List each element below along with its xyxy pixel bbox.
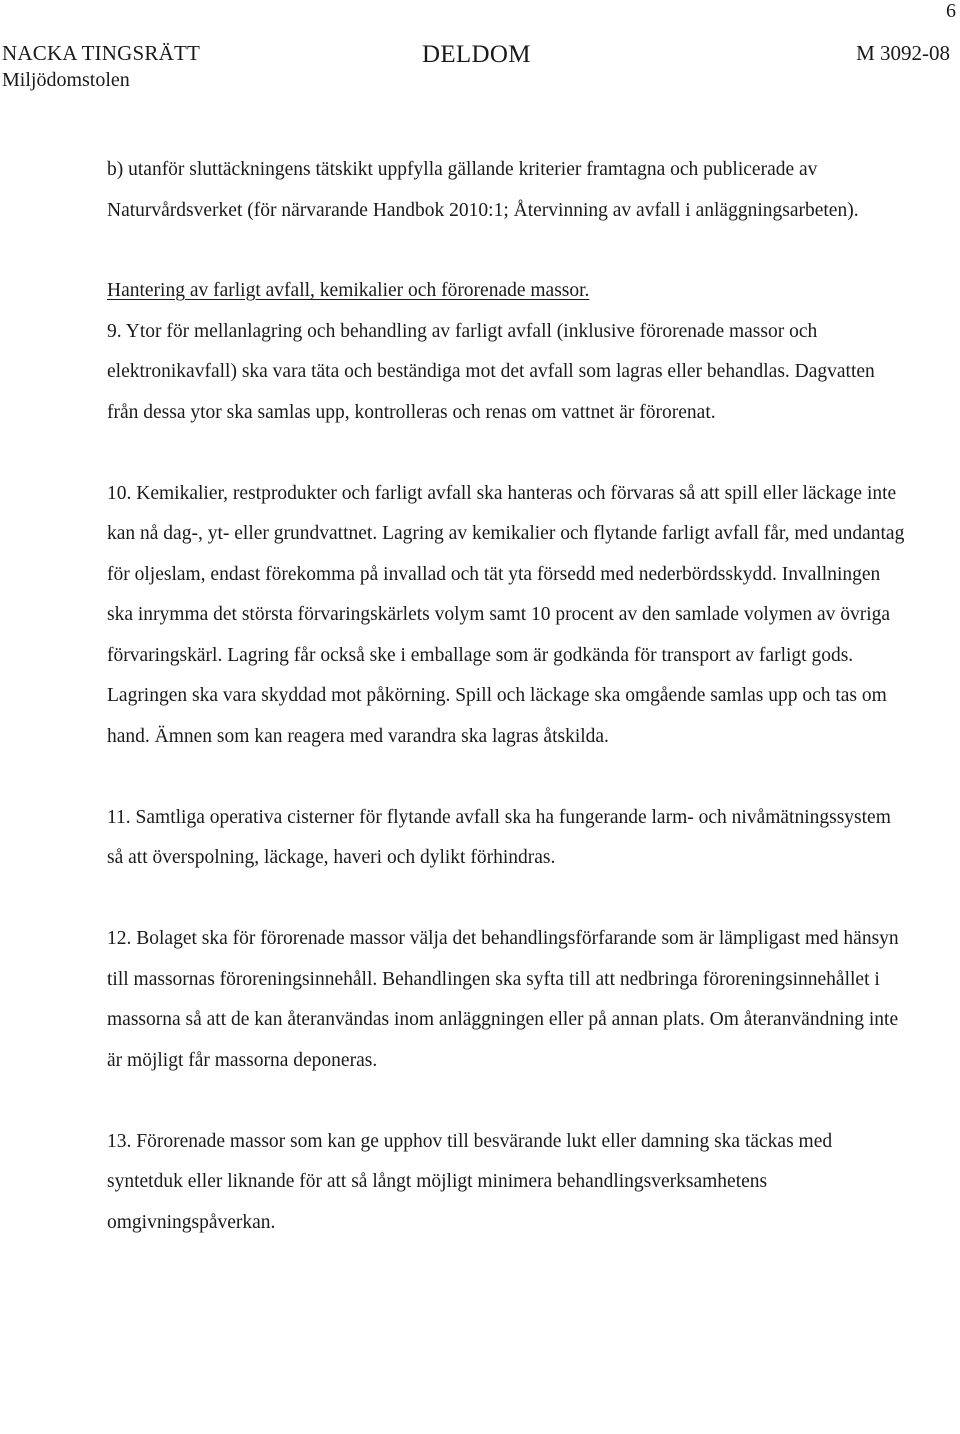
condition-9-paragraph: 9. Ytor för mellanlagring och behandling av farligt avfall (inklusive förorenade massor och elektronikavfall) ska vara täta och beständiga mot det avfall som lagras eller behandlas. Dagvatten från dessa ytor ska samlas upp, kontrolleras och renas om vattnet är förorenat. <box>107 320 875 423</box>
court-name: NACKA TINGSRÄTT <box>2 41 201 65</box>
condition-13-paragraph: 13. Förorenade massor som kan ge upphov till besvärande lukt eller damning ska täckas med syntetduk eller liknande för att så långt möjligt minimera behandlingsverksamhetens omgivningspåverkan. <box>107 1130 833 1233</box>
document-type: DELDOM <box>422 41 531 68</box>
page-number: 6 <box>946 0 956 22</box>
condition-10-paragraph: 10. Kemikalier, restprodukter och farligt avfall ska hanteras och förvaras så att spill eller läckage inte kan nå dag-, yt- eller grundvattnet. Lagring av kemikalier och flytande farligt avfall får, med undantag för oljeslam, endast förekomma på invallad och tät yta försedd med nederbördsskydd. Invallningen ska inrymma det största förvaringskärlets volym samt 10 procent av den samlade volymen av övriga förvaringskärl. Lagring får också ske i emballage som är godkända för transport av farligt gods. Lagringen ska vara skyddad mot påkörning. Spill och läckage ska omgående samlas upp och tas om hand. Ämnen som kan reagera med varandra ska lagras åtskilda. <box>107 482 905 747</box>
court-department: Miljödomstolen <box>2 69 130 91</box>
item-b-paragraph: b) utanför sluttäckningens tätskikt uppfylla gällande kriterier framtagna och publicerade av Naturvårdsverket (för närvarande Handbok 2010:1; Återvinning av avfall i anläggningsarbeten). <box>107 159 859 221</box>
document-body <box>107 150 907 1243</box>
section-heading: Hantering av farligt avfall, kemikalier och förorenade massor. <box>107 280 590 301</box>
document-header <box>2 40 950 100</box>
condition-11-paragraph: 11. Samtliga operativa cisterner för flytande avfall ska ha fungerande larm- och nivåmätningssystem så att överspolning, läckage, haveri och dylikt förhindras. <box>107 806 891 868</box>
condition-12-paragraph: 12. Bolaget ska för förorenade massor välja det behandlingsförfarande som är lämpligast med hänsyn till massornas föroreningsinnehåll. Behandlingen ska syfta till att nedbringa föroreningsinnehållet i massorna så att de kan återanvändas inom anläggningen eller på annan plats. Om återanvändning inte är möjligt får massorna deponeras. <box>107 928 899 1071</box>
case-number: M 3092-08 <box>856 41 950 65</box>
